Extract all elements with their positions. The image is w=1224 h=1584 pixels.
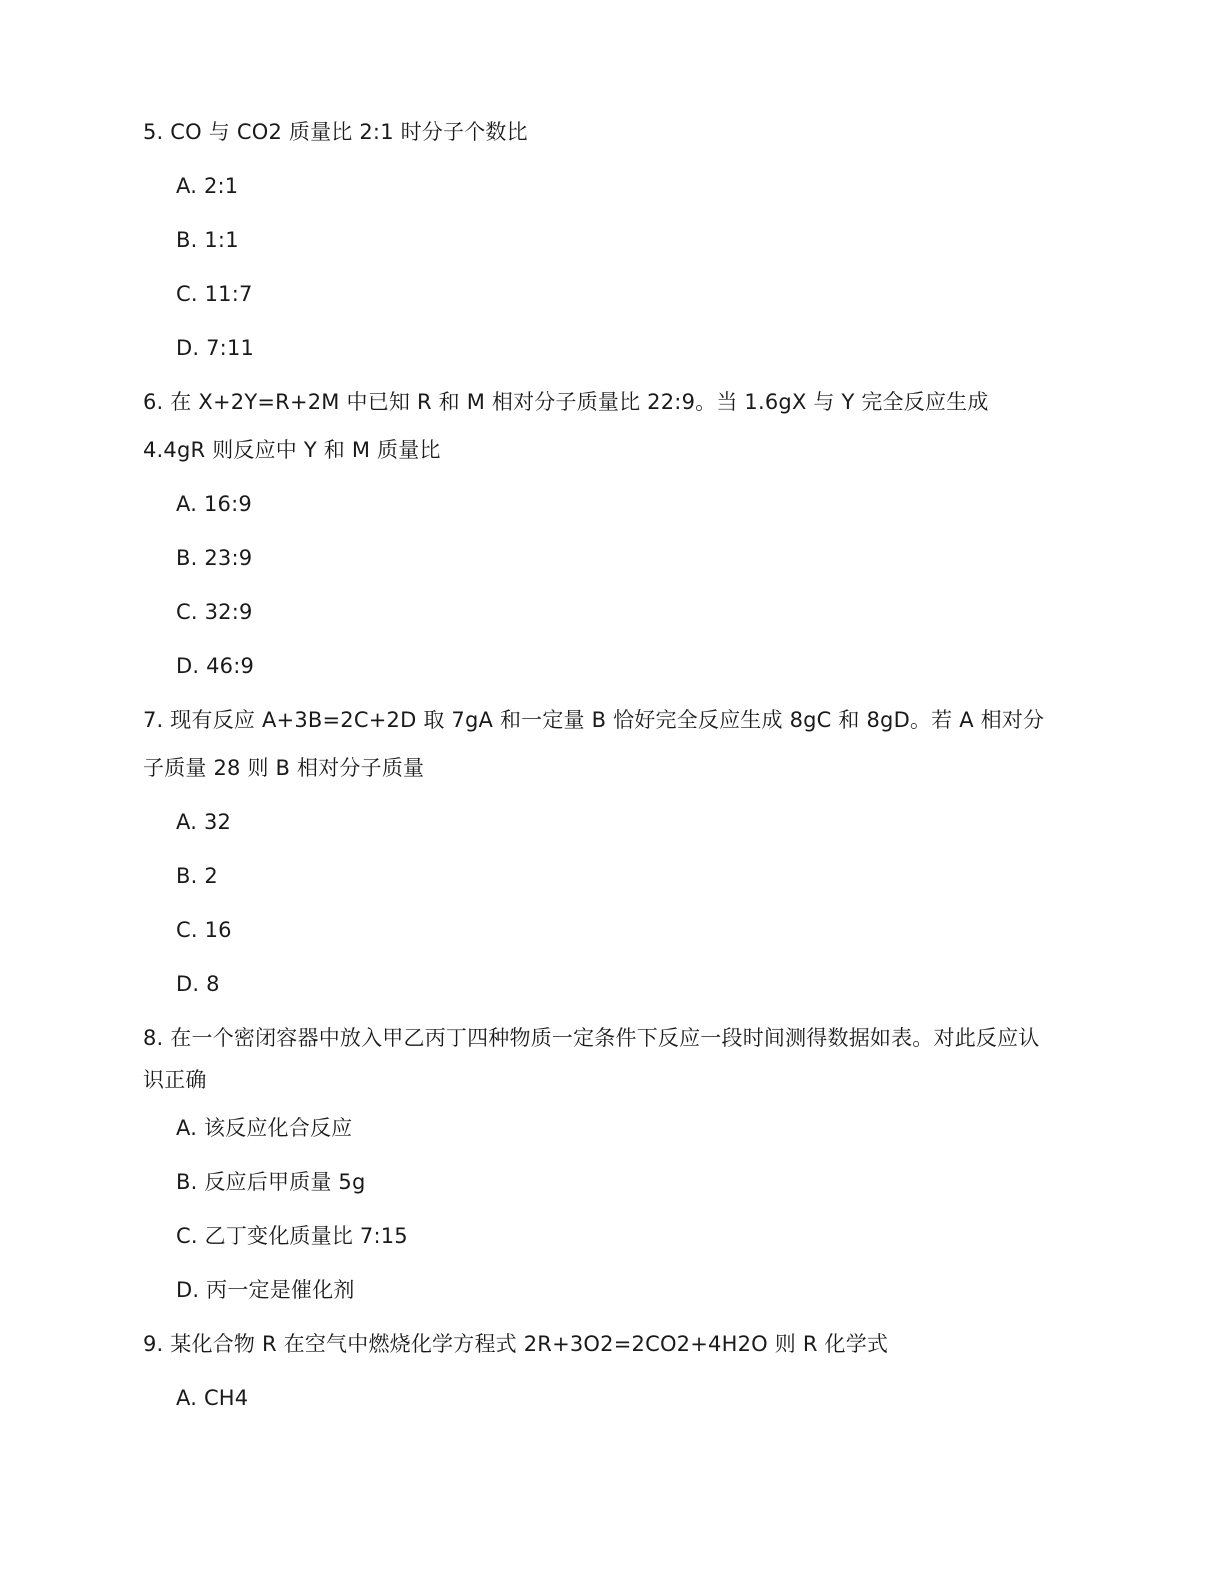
question-8-option-b: B. 反应后甲质量 5g <box>176 1170 366 1194</box>
question-5-option-d: D. 7:11 <box>176 336 255 360</box>
question-5-option-a: A. 2:1 <box>176 174 239 198</box>
question-6-text-line-2: 4.4gR 则反应中 Y 和 M 质量比 <box>143 438 441 462</box>
question-9-text: 9. 某化合物 R 在空气中燃烧化学方程式 2R+3O2=2CO2+4H2O 则 R 化学式 <box>143 1332 889 1356</box>
question-7-text-line-1: 7. 现有反应 A+3B=2C+2D 取 7gA 和一定量 B 恰好完全反应生成 8gC 和 8gD。若 A 相对分 <box>143 708 1045 732</box>
question-7-option-a: A. 32 <box>176 810 232 834</box>
question-7-option-b: B. 2 <box>176 864 218 888</box>
question-6-option-a: A. 16:9 <box>176 492 252 516</box>
question-8-text-line-1: 8. 在一个密闭容器中放入甲乙丙丁四种物质一定条件下反应一段时间测得数据如表。对此反应认 <box>143 1026 1040 1050</box>
question-8-option-d: D. 丙一定是催化剂 <box>176 1278 355 1302</box>
question-6-option-b: B. 23:9 <box>176 546 253 570</box>
question-7-option-d: D. 8 <box>176 972 220 996</box>
question-6-option-c: C. 32:9 <box>176 600 253 624</box>
question-7-text-line-2: 子质量 28 则 B 相对分子质量 <box>143 756 425 780</box>
question-5-text: 5. CO 与 CO2 质量比 2:1 时分子个数比 <box>143 120 528 144</box>
question-7-option-c: C. 16 <box>176 918 232 942</box>
question-5-option-c: C. 11:7 <box>176 282 253 306</box>
question-6-text-line-1: 6. 在 X+2Y=R+2M 中已知 R 和 M 相对分子质量比 22:9。当 1.6gX 与 Y 完全反应生成 <box>143 390 989 414</box>
question-5-option-b: B. 1:1 <box>176 228 239 252</box>
question-9-option-a: A. CH4 <box>176 1386 249 1410</box>
question-8-text-line-2: 识正确 <box>143 1068 207 1092</box>
question-6-option-d: D. 46:9 <box>176 654 255 678</box>
question-8-option-c: C. 乙丁变化质量比 7:15 <box>176 1224 408 1248</box>
question-8-option-a: A. 该反应化合反应 <box>176 1116 353 1140</box>
